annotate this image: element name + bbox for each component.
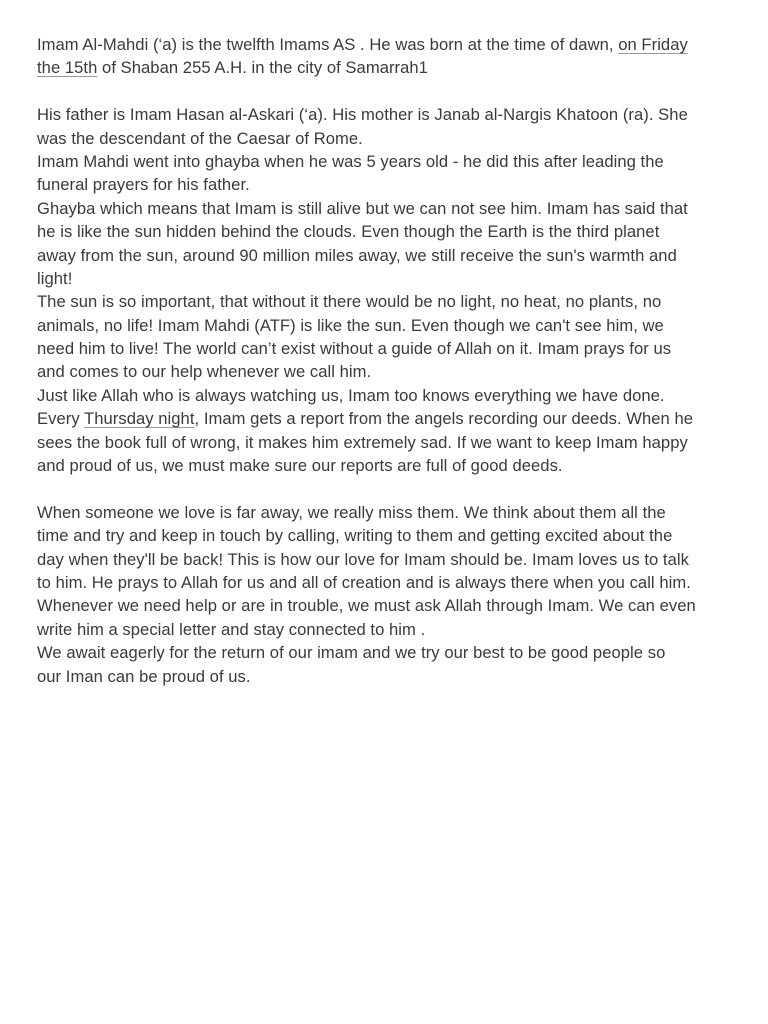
- text-line: animals, no life! Imam Mahdi (ATF) is like the sun. Even though we can't see him, we: [37, 315, 664, 335]
- text-line: day when they'll be back! This is how our love for Imam should be. Imam loves us to talk: [37, 549, 689, 569]
- text-line: away from the sun, around 90 million miles away, we still receive the sun's warmth and: [37, 245, 677, 265]
- text-line: Imam Mahdi went into ghayba when he was 5 years old - he did this after leading the: [37, 151, 664, 171]
- text-line: We await eagerly for the return of our imam and we try our best to be good people so: [37, 643, 666, 663]
- text-line: and proud of us, we must make sure our reports are full of good deeds.: [37, 456, 563, 476]
- text-line: time and try and keep in touch by calling, writing to them and getting excited about the: [37, 526, 673, 546]
- text-line: [37, 33, 737, 56]
- paragraph-birth: [37, 33, 737, 80]
- paragraph-spacer: [37, 477, 737, 500]
- thursday-night-link[interactable]: Thursday night: [84, 409, 195, 429]
- text-line: he is like the sun hidden behind the clouds. Even though the Earth is the third planet: [37, 222, 660, 242]
- text-segment: Every: [37, 409, 85, 429]
- text-line: Whenever we need help or are in trouble, we must ask Allah through Imam. We can even: [37, 596, 696, 616]
- text-line: [37, 56, 737, 79]
- text-segment: , Imam gets a report from the angels recording our deeds. When he: [194, 409, 694, 429]
- text-line: our Iman can be proud of us.: [37, 666, 251, 686]
- text-line: Just like Allah who is always watching us, Imam too knows everything we have done.: [37, 385, 665, 405]
- text-line: need him to live! The world can’t exist without a guide of Allah on it. Imam prays for us: [37, 339, 672, 359]
- text-line: When someone we love is far away, we really miss them. We think about them all the: [37, 502, 666, 522]
- text-line: write him a special letter and stay connected to him .: [37, 619, 426, 639]
- date-link-continued[interactable]: the 15th: [37, 58, 98, 78]
- paragraph-spacer: [37, 80, 737, 103]
- text-line: Ghayba which means that Imam is still alive but we can not see him. Imam has said that: [37, 198, 688, 218]
- text-segment: Imam Al-Mahdi (‘a) is the twelfth Imams AS . He was born at the time of dawn,: [37, 35, 619, 54]
- text-line: light!: [37, 268, 73, 288]
- text-line: sees the book full of wrong, it makes him extremely sad. If we want to keep Imam happy: [37, 432, 688, 452]
- text-line: and comes to our help whenever we call him.: [37, 362, 372, 382]
- document-body: [37, 33, 737, 688]
- paragraph-ghayba: [37, 103, 737, 477]
- text-line: The sun is so important, that without it there would be no light, no heat, no plants, no: [37, 292, 662, 312]
- text-line: to him. He prays to Allah for us and all of creation and is always there when you call him.: [37, 572, 691, 592]
- text-line: His father is Imam Hasan al-Askari (‘a). His mother is Janab al-Nargis Khatoon (ra). She: [37, 105, 688, 125]
- text-line: was the descendant of the Caesar of Rome.: [37, 128, 363, 148]
- date-link[interactable]: on Friday: [618, 35, 688, 54]
- paragraph-love-for-imam: [37, 501, 737, 688]
- text-line: funeral prayers for his father.: [37, 175, 250, 195]
- text-line: [37, 407, 737, 430]
- text-segment: of Shaban 255 A.H. in the city of Samarrah1: [97, 58, 428, 78]
